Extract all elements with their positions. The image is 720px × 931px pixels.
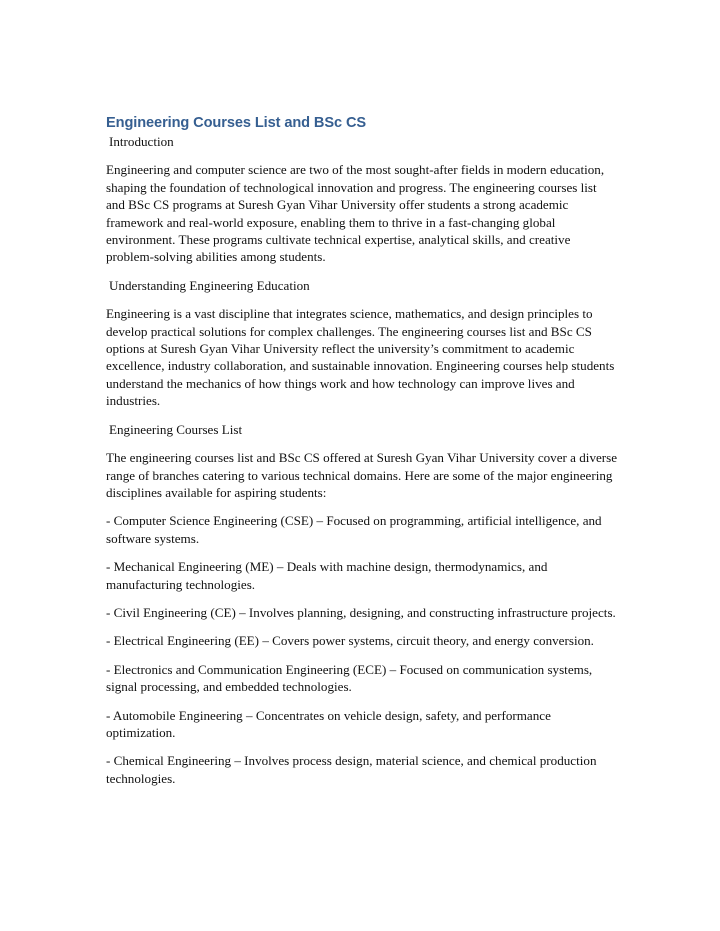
document-page <box>106 114 618 787</box>
list-item-ece: - Electronics and Communication Engineering (ECE) – Focused on communication systems, signal processing, and embedded technologies. <box>106 661 593 695</box>
understanding-paragraph: Engineering is a vast discipline that integrates science, mathematics, and design principles to develop practical solutions for complex challenges. The engineering courses list and BSc CS options at Suresh Gyan Vihar University reflect the university’s commitment to academic excellence, industry collaboration, and sustainable innovation. Engineering courses help students understand the mechanics of how things work and how technology can improve lives and industries. <box>106 306 615 409</box>
section-heading-understanding: Understanding Engineering Education <box>109 277 310 293</box>
list-item-cse: - Computer Science Engineering (CSE) – Focused on programming, artificial intelligence, and software systems. <box>106 513 602 546</box>
document-title: Engineering Courses List and BSc CS <box>106 115 367 131</box>
list-item-automobile: - Automobile Engineering – Concentrates on vehicle design, safety, and performance optimization. <box>106 707 551 740</box>
list-item-chemical: - Chemical Engineering – Involves process design, material science, and chemical production technologies. <box>106 753 597 786</box>
courses-list-paragraph: The engineering courses list and BSc CS offered at Suresh Gyan Vihar University cover a diverse range of branches catering to various technical domains. Here are some of the major engineering disciplines available for aspiring students: <box>106 450 618 500</box>
list-item-ee: - Electrical Engineering (EE) – Covers power systems, circuit theory, and energy conversion. <box>106 633 594 649</box>
introduction-paragraph: Engineering and computer science are two of the most sought-after fields in modern education, shaping the foundation of technological innovation and progress. The engineering courses list and BSc CS programs at Suresh Gyan Vihar University offer students a strong academic framework and real-world exposure, enabling them to thrive in a fast-changing global environment. These programs cultivate technical expertise, analytical skills, and creative problem-solving abilities among students. <box>106 162 605 265</box>
courses-list <box>106 512 618 787</box>
list-item-me: - Mechanical Engineering (ME) – Deals with machine design, thermodynamics, and manufacturing technologies. <box>106 559 548 592</box>
section-heading-introduction: Introduction <box>109 134 174 149</box>
list-item-ce: - Civil Engineering (CE) – Involves planning, designing, and constructing infrastructure projects. <box>106 604 616 620</box>
section-heading-courses-list: Engineering Courses List <box>109 421 243 437</box>
